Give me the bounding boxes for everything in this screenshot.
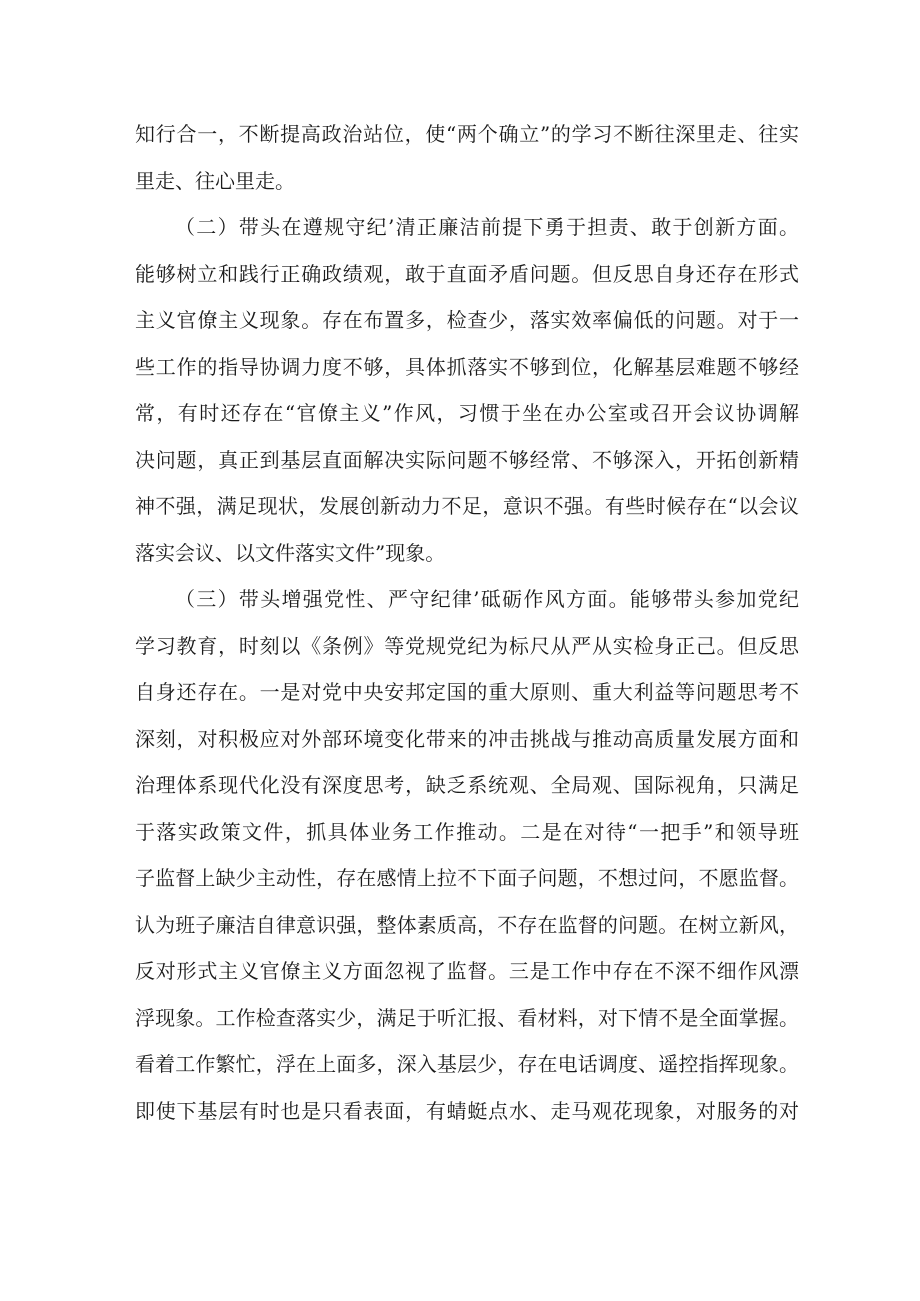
paragraph-section-3 (135, 576, 799, 1134)
paragraph-section-2 (135, 204, 799, 576)
text-line: 知行合一，不断提高政治站位，使“两个确立”的学习不断往深里走、往实 (135, 122, 799, 146)
text-line: 于落实政策文件，抓具体业务工作推动。二是在对待“一把手”和领导班 (135, 819, 799, 844)
text-line: 些工作的指导协调力度不够，具体抓落实不够到位，化解基层难题不够经 (135, 354, 799, 379)
text-line: 落实会议、以文件落实文件”现象。 (135, 540, 446, 565)
text-line: 常，有时还存在“官僚主义”作风，习惯于坐在办公室或召开会议协调解 (135, 401, 799, 425)
text-line: （二）带头在遵规守纪’清正廉洁前提下勇于担责、敢于创新方面。 (175, 215, 799, 239)
text-line: 反对形式主义官僚主义方面忽视了监督。三是工作中存在不深不细作风漂 (135, 959, 799, 983)
text-line: 学习教育，时刻以《条例》等党规党纪为标尺从严从实检身正己。但反思 (135, 633, 799, 658)
text-line: 主义官僚主义现象。存在布置多，检查少，落实效率偏低的问题。对于一 (135, 308, 799, 332)
text-line: 里走、往心里走。 (135, 168, 295, 193)
text-line: 看着工作繁忙，浮在上面多，深入基层少，存在电话调度、遥控指挥现象。 (135, 1052, 799, 1076)
paragraph-continuation (135, 111, 799, 204)
text-line: 自身还存在。一是对党中央安邦定国的重大原则、重大利益等问题思考不 (135, 680, 799, 704)
text-line: 能够树立和践行正确政绩观，敢于直面矛盾问题。但反思自身还存在形式 (135, 261, 799, 286)
text-line: 神不强，满足现状，发展创新动力不足，意识不强。有些时候存在“以会议 (135, 494, 799, 518)
document-body (135, 111, 799, 1134)
text-line: （三）带头增强党性、严守纪律’砥砺作风方面。能够带头参加党纪 (175, 587, 799, 611)
text-line: 决问题，真正到基层直面解决实际问题不够经常、不够深入，开拓创新精 (135, 447, 799, 472)
text-line: 治理体系现代化没有深度思考，缺乏系统观、全局观、国际视角，只满足 (135, 773, 799, 797)
text-line: 深刻，对积极应对外部环境变化带来的冲击挑战与推动高质量发展方面和 (135, 726, 799, 751)
text-line: 子监督上缺少主动性，存在感情上拉不下面子问题，不想过问，不愿监督。 (135, 866, 799, 890)
text-line: 浮现象。工作检查落实少，满足于听汇报、看材料，对下情不是全面掌握。 (135, 1005, 799, 1030)
text-line: 即使下基层有时也是只看表面，有蜻蜓点水、走马观花现象，对服务的对 (135, 1098, 799, 1123)
text-line: 认为班子廉洁自律意识强，整体素质高，不存在监督的问题。在树立新风， (135, 912, 799, 937)
